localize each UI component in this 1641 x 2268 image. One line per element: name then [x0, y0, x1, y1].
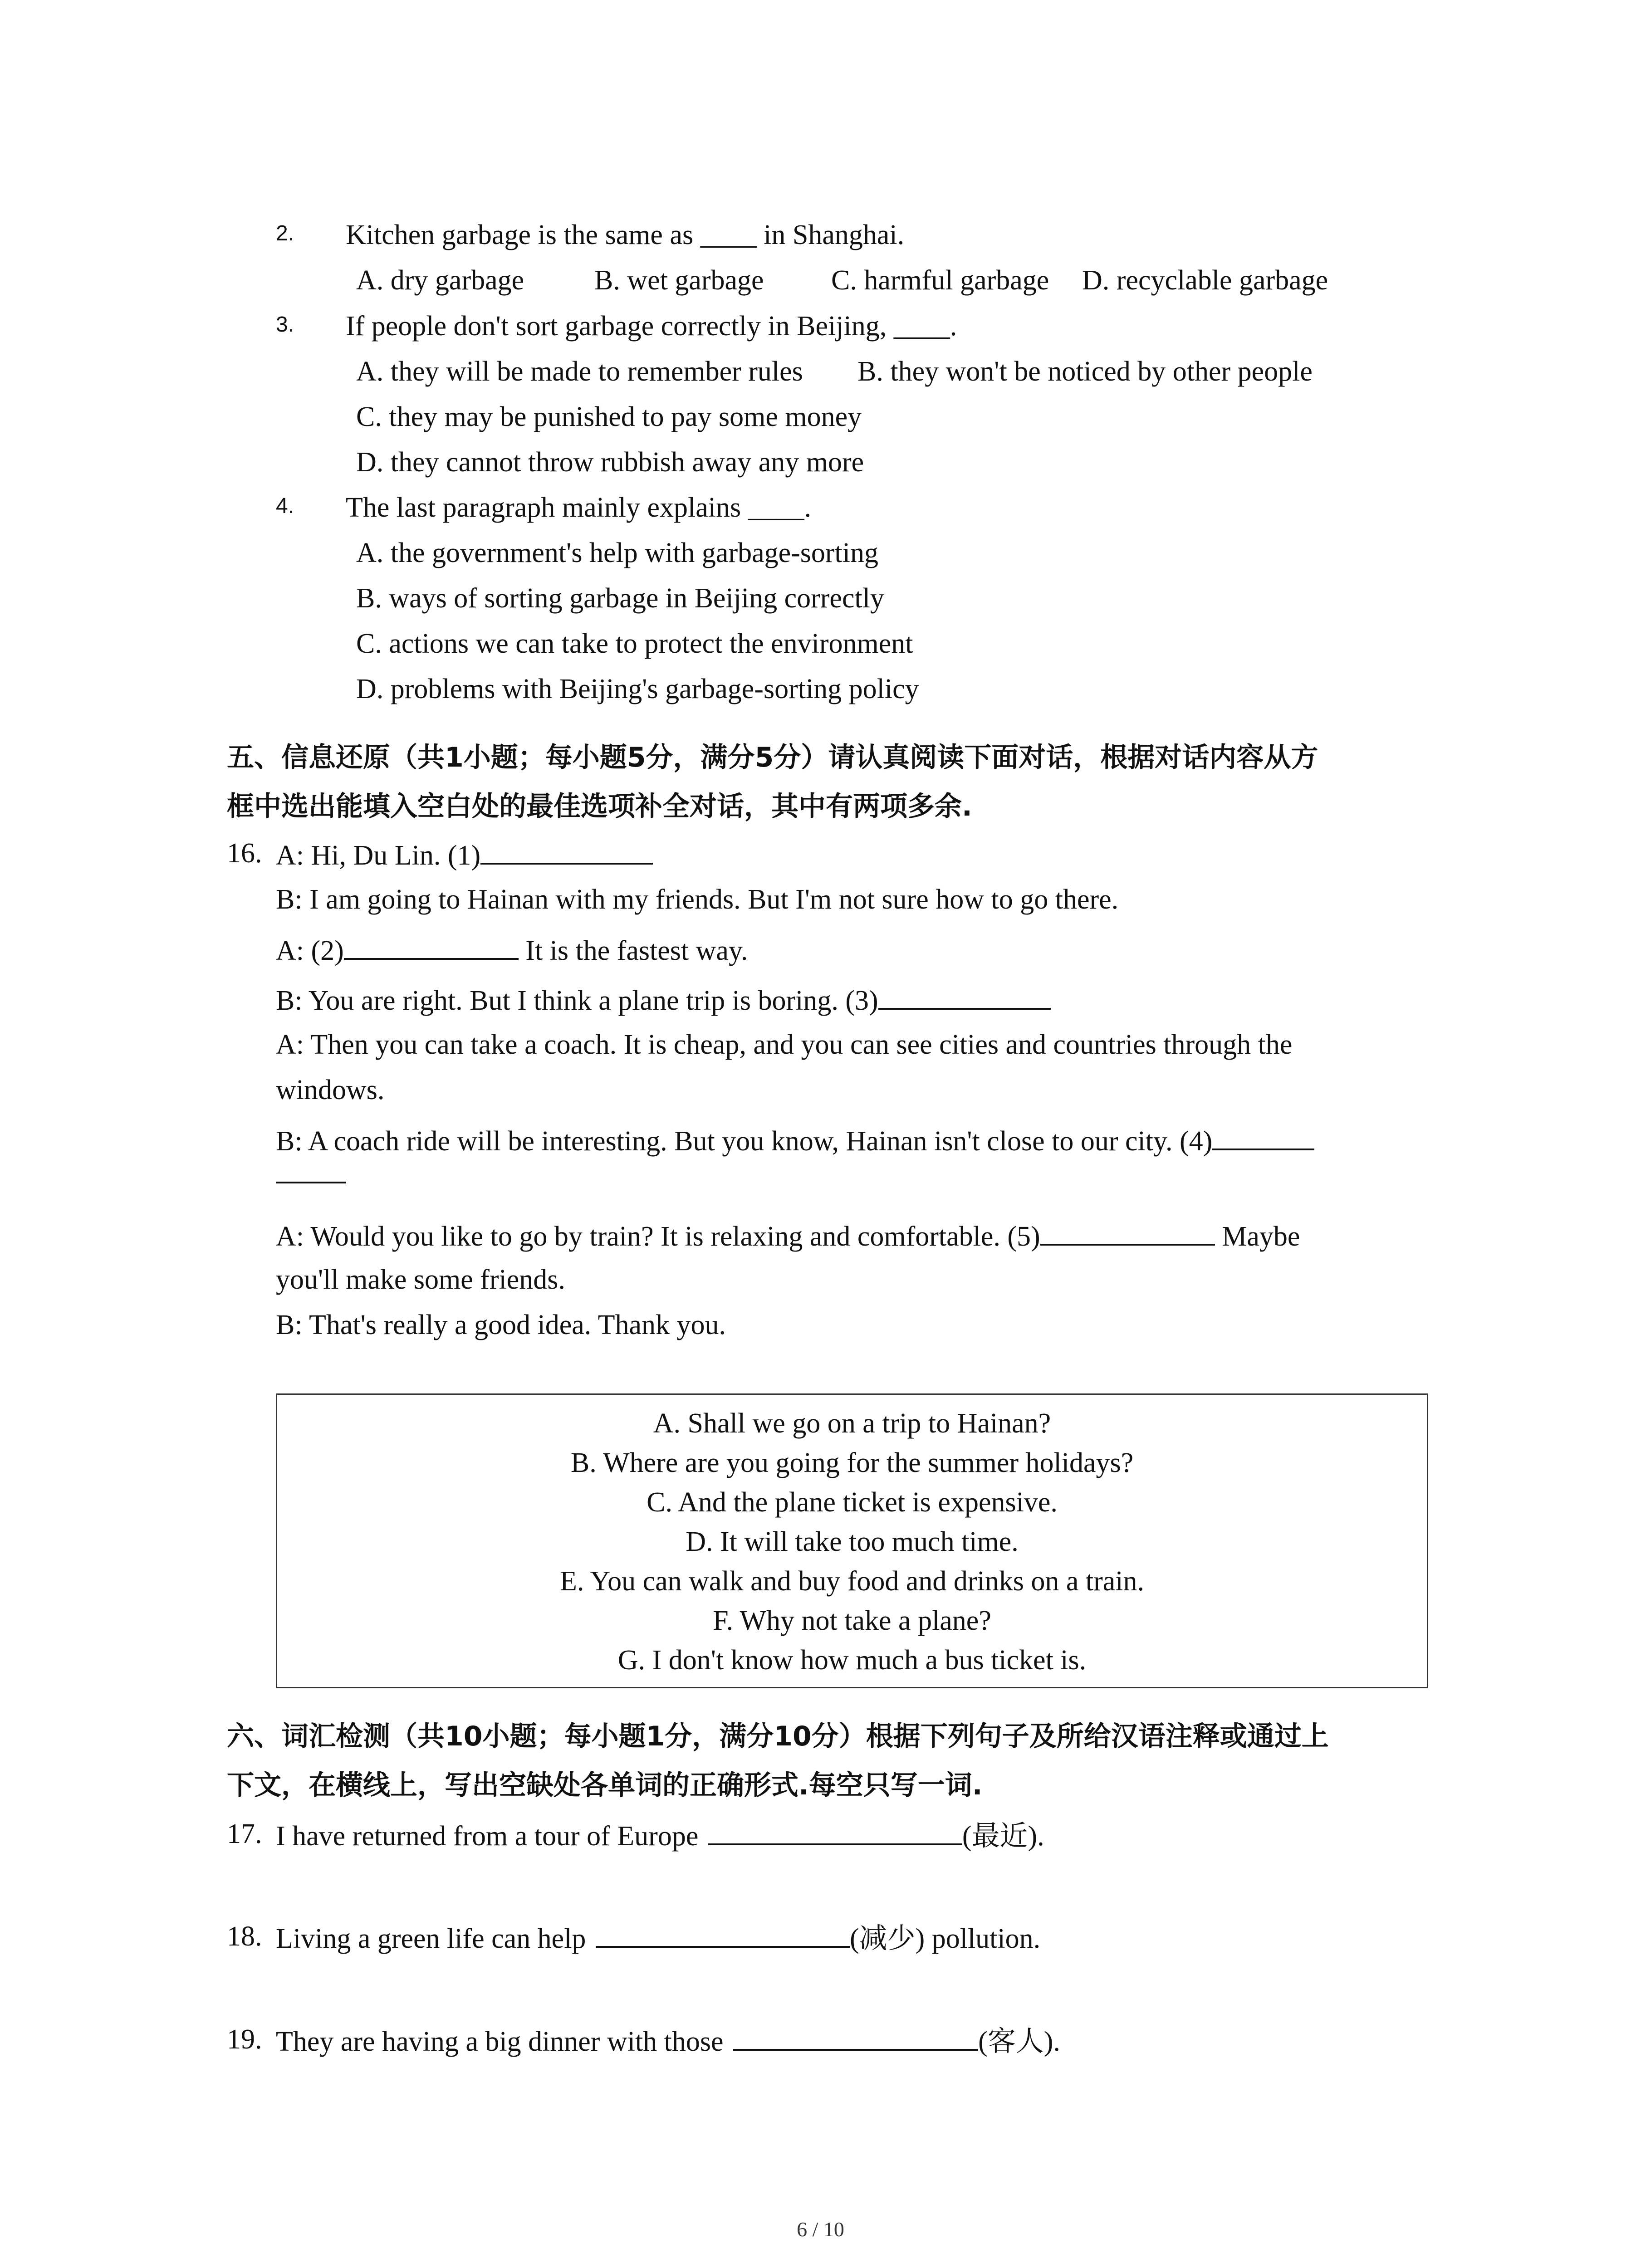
question-2-number: 2. [276, 221, 294, 245]
dialogue-line-10: B: That's really a good idea. Thank you. [276, 1310, 726, 1340]
section-5-heading-line-1: 五、信息还原（共1小题；每小题5分，满分5分）请认真阅读下面对话，根据对话内容从方 [227, 742, 1318, 773]
dialogue-line-8-end: Maybe [1215, 1221, 1300, 1252]
question-17-hint: (最近). [962, 1821, 1044, 1852]
dialogue-line-1 [276, 839, 653, 870]
box-option-a: A. Shall we go on a trip to Hainan? [653, 1408, 1051, 1439]
question-17-sentence [276, 1820, 1044, 1850]
question-2-stem-start: Kitchen garbage is the same as [346, 220, 694, 250]
question-2-stem-blank: ____ [700, 220, 757, 250]
question-17-answer-blank[interactable] [708, 1820, 962, 1845]
question-4-stem: The last paragraph mainly explains ____. [346, 492, 812, 523]
page-number: 6 / 10 [797, 2218, 844, 2241]
question-4-option-b: B. ways of sorting garbage in Beijing correctly [356, 583, 884, 614]
question-4-option-a: A. the government's help with garbage-sorting [356, 538, 878, 568]
question-19-text: They are having a big dinner with those [276, 2026, 724, 2057]
question-3-option-d: D. they cannot throw rubbish away any more [356, 447, 864, 478]
question-18-answer-blank[interactable] [596, 1922, 850, 1948]
answer-blank-3[interactable] [878, 984, 1051, 1010]
question-17-text: I have returned from a tour of Europe [276, 1821, 699, 1852]
dialogue-line-4 [276, 984, 1051, 1015]
question-4-option-c: C. actions we can take to protect the environment [356, 628, 913, 659]
question-18-number: 18. [227, 1921, 262, 1952]
question-3-stem: If people don't sort garbage correctly in Beijing, ____. [346, 311, 957, 342]
question-2-option-b: B. wet garbage [594, 265, 764, 296]
question-2-option-d: D. recyclable garbage [1082, 265, 1328, 296]
question-4-option-d: D. problems with Beijing's garbage-sorting policy [356, 674, 919, 704]
section-6-heading-line-1: 六、词汇检测（共10小题；每小题1分，满分10分）根据下列句子及所给汉语注释或通过上 [227, 1721, 1329, 1752]
question-2-option-a: A. dry garbage [356, 265, 524, 296]
question-18-sentence [276, 1922, 1040, 1953]
question-3-option-a: A. they will be made to remember rules [356, 356, 803, 387]
box-option-c: C. And the plane ticket is expensive. [647, 1487, 1058, 1518]
dialogue-line-3-end: It is the fastest way. [518, 935, 748, 966]
question-3-option-c: C. they may be punished to pay some money [356, 401, 862, 432]
question-19-number: 19. [227, 2024, 262, 2055]
question-19-sentence [276, 2025, 1060, 2056]
question-3-option-b: B. they won't be noticed by other people [857, 356, 1313, 387]
section-6-heading-line-2: 下文，在横线上，写出空缺处各单词的正确形式.每空只写一词. [227, 1769, 983, 1801]
dialogue-line-8 [276, 1220, 1300, 1251]
dialogue-line-9: you'll make some friends. [276, 1264, 565, 1295]
answer-blank-4[interactable] [1212, 1125, 1314, 1150]
answer-blank-4-continued[interactable] [276, 1182, 346, 1183]
box-option-g: G. I don't know how much a bus ticket is. [617, 1645, 1087, 1676]
dialogue-line-8-start: A: Would you like to go by train? It is relaxing and comfortable. (5) [276, 1221, 1040, 1252]
question-19-hint: (客人). [978, 2026, 1060, 2057]
answer-blank-1[interactable] [480, 839, 653, 865]
dialogue-line-7-text: B: A coach ride will be interesting. But you know, Hainan isn't close to our city. (4) [276, 1126, 1213, 1157]
question-4-number: 4. [276, 494, 294, 518]
question-19-answer-blank[interactable] [733, 2025, 978, 2051]
dialogue-line-2: B: I am going to Hainan with my friends. But I'm not sure how to go there. [276, 884, 1119, 915]
dialogue-line-4-text: B: You are right. But I think a plane trip is boring. (3) [276, 985, 878, 1016]
box-option-f: F. Why not take a plane? [713, 1605, 991, 1636]
question-2-option-c: C. harmful garbage [831, 265, 1049, 296]
question-17-number: 17. [227, 1818, 262, 1849]
box-option-e: E. You can walk and buy food and drinks on a train. [559, 1566, 1144, 1597]
dialogue-line-6: windows. [276, 1075, 385, 1105]
dialogue-line-3 [276, 934, 748, 965]
dialogue-line-3-start: A: (2) [276, 935, 344, 966]
section-5-heading-line-2: 框中选出能填入空白处的最佳选项补全对话，其中有两项多余. [227, 791, 972, 822]
answer-blank-5[interactable] [1040, 1220, 1215, 1246]
question-2-stem-end: in Shanghai. [756, 220, 905, 250]
options-box [276, 1393, 1428, 1688]
dialogue-line-7 [276, 1125, 1314, 1155]
box-option-d: D. It will take too much time. [686, 1526, 1019, 1557]
question-18-text: Living a green life can help [276, 1923, 586, 1954]
question-2-stem [346, 221, 904, 249]
dialogue-line-5: A: Then you can take a coach. It is cheap, and you can see cities and countries through the [276, 1029, 1293, 1060]
box-option-b: B. Where are you going for the summer holidays? [570, 1447, 1134, 1478]
question-16-number: 16. [227, 838, 262, 869]
question-3-number: 3. [276, 313, 294, 337]
answer-blank-2[interactable] [344, 934, 519, 960]
dialogue-line-1-text: A: Hi, Du Lin. (1) [276, 840, 481, 871]
question-18-hint: (减少) pollution. [849, 1923, 1041, 1954]
